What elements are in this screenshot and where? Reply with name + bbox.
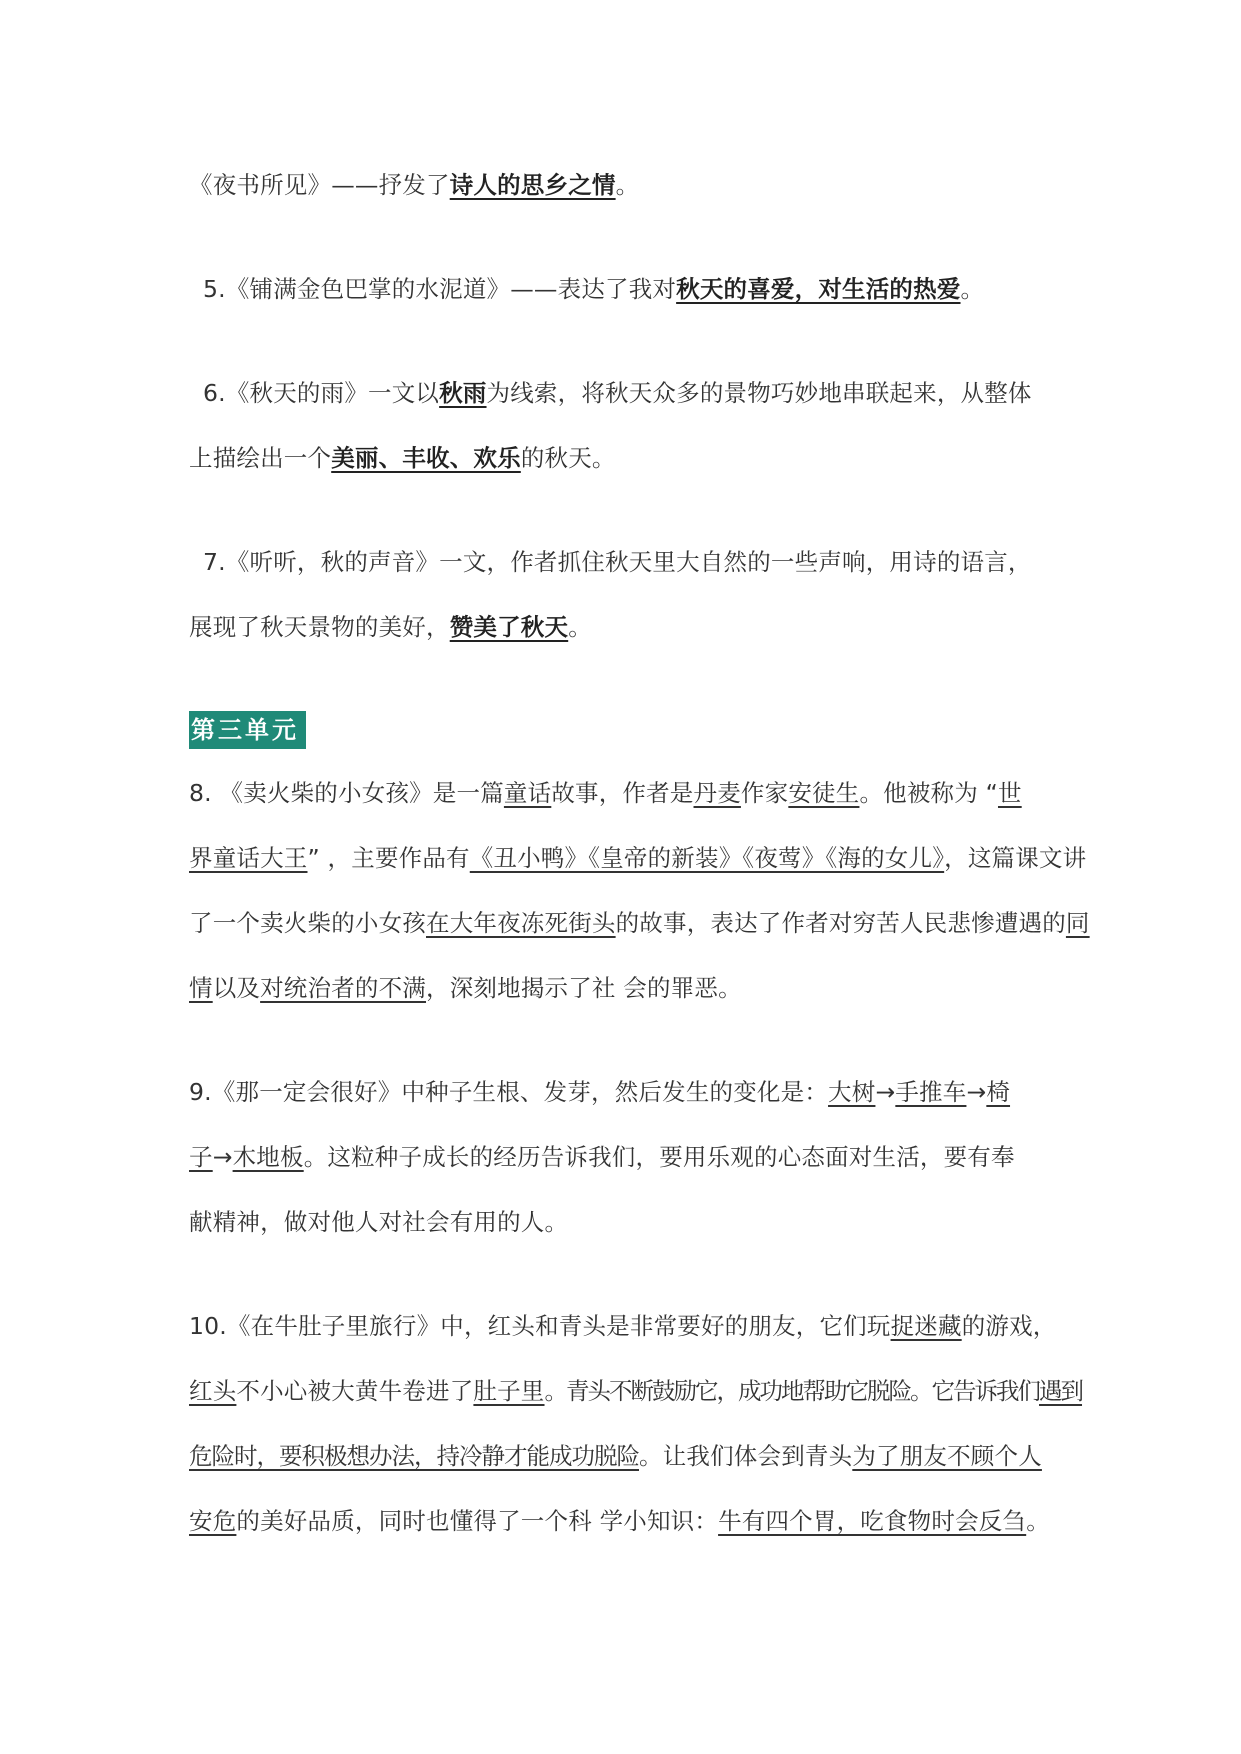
paragraph-10-line-3: 危险时，要积极想办法，持冷静才能成功脱险。让我们体会到青头为了朋友不顾个人 [189, 1442, 1042, 1470]
key-phrase: 赞美了秋天 [449, 613, 569, 641]
paragraph-8-line-4: 情以及对统治者的不满，深刻地揭示了社 会的罪恶。 [189, 974, 742, 1002]
paragraph-8-line-1: 8. 《卖火柴的小女孩》是一篇童话故事，作者是丹麦作家安徒生。他被称为 “世 [189, 779, 1022, 807]
key-phrase: 同 [1065, 909, 1090, 937]
paragraph-8-line-2: 界童话大王” ，主要作品有《丑小鸭》《皇帝的新装》《夜莺》《海的女儿》，这篇课文讲 [189, 844, 1087, 872]
key-phrase: 在大年夜冻死街头 [426, 909, 616, 937]
paragraph-5-line-1: 5.《铺满金色巴掌的水泥道》——表达了我对秋天的喜爱，对生活的热爱。 [203, 275, 985, 303]
key-phrase: 世 [997, 779, 1022, 807]
key-phrase: 红头 [189, 1377, 237, 1405]
key-phrase: 对统治者的不满 [260, 974, 427, 1002]
key-phrase: 子 [189, 1143, 213, 1171]
key-phrase: 诗人的思乡之情 [449, 171, 616, 199]
key-phrase: 牛有四个胃，吃食物时会反刍 [718, 1507, 1027, 1535]
key-phrase: 童话 [503, 779, 552, 807]
paragraph-10-line-2: 红头不小心被大黄牛卷进了肚子里。青头不断鼓励它，成功地帮助它脱险。它告诉我们遇到 [189, 1377, 1083, 1405]
key-phrase: 大树 [828, 1078, 876, 1106]
key-phrase: 捉迷藏 [890, 1312, 962, 1340]
key-phrase: 丹麦 [693, 779, 741, 807]
key-phrase: 安徒生 [788, 779, 860, 807]
paragraph-9-line-1: 9.《那一定会很好》中种子生根、发芽，然后发生的变化是：大树→手推车→椅 [189, 1078, 1011, 1106]
key-phrase: 安危 [189, 1507, 237, 1535]
paragraph-4-line-1: 《夜书所见》——抒发了诗人的思乡之情。 [189, 171, 640, 199]
paragraph-9-line-3: 献精神，做对他人对社会有用的人。 [189, 1208, 569, 1236]
key-phrase: 手推车 [895, 1078, 967, 1106]
key-phrase: 《丑小鸭》《皇帝的新装》《夜莺》《海的女儿》 [469, 844, 945, 872]
key-phrase: 为了朋友不顾个人 [852, 1442, 1042, 1470]
key-phrase: 肚子里 [473, 1377, 545, 1405]
key-phrase: 情 [189, 974, 213, 1002]
key-phrase: 木地板 [232, 1143, 304, 1171]
key-phrase: 遇到 [1039, 1377, 1083, 1405]
paragraph-10-line-4: 安危的美好品质，同时也懂得了一个科 学小知识：牛有四个胃，吃食物时会反刍。 [189, 1507, 1050, 1535]
key-phrase: 危险时，要积极想办法，持冷静才能成功脱险 [189, 1442, 639, 1470]
paragraph-7-line-2: 展现了秋天景物的美好，赞美了秋天。 [189, 613, 592, 641]
paragraph-6-line-1: 6.《秋天的雨》一文以秋雨为线索，将秋天众多的景物巧妙地串联起来，从整体 [203, 379, 1032, 407]
key-phrase: 界童话大王 [189, 844, 308, 872]
key-phrase: 秋天的喜爱，对生活的热爱 [676, 275, 961, 303]
paragraph-7-line-1: 7.《听听，秋的声音》一文，作者抓住秋天里大自然的一些声响，用诗的语言， [203, 548, 1032, 576]
key-phrase: 椅 [986, 1078, 1011, 1106]
paragraph-6-line-2: 上描绘出一个美丽、丰收、欢乐的秋天。 [189, 444, 616, 472]
key-phrase: 秋雨 [439, 379, 487, 407]
section-heading: 第三单元 [189, 711, 306, 749]
paragraph-8-line-3: 了一个卖火柴的小女孩在大年夜冻死街头的故事，表达了作者对穷苦人民悲惨遭遇的同 [189, 909, 1090, 937]
paragraph-10-line-1: 10.《在牛肚子里旅行》中，红头和青头是非常要好的朋友，它们玩捉迷藏的游戏， [189, 1312, 1057, 1340]
paragraph-9-line-2: 子→木地板。这粒种子成长的经历告诉我们，要用乐观的心态面对生活，要有奉 [189, 1143, 1015, 1171]
key-phrase: 美丽、丰收、欢乐 [331, 444, 521, 472]
